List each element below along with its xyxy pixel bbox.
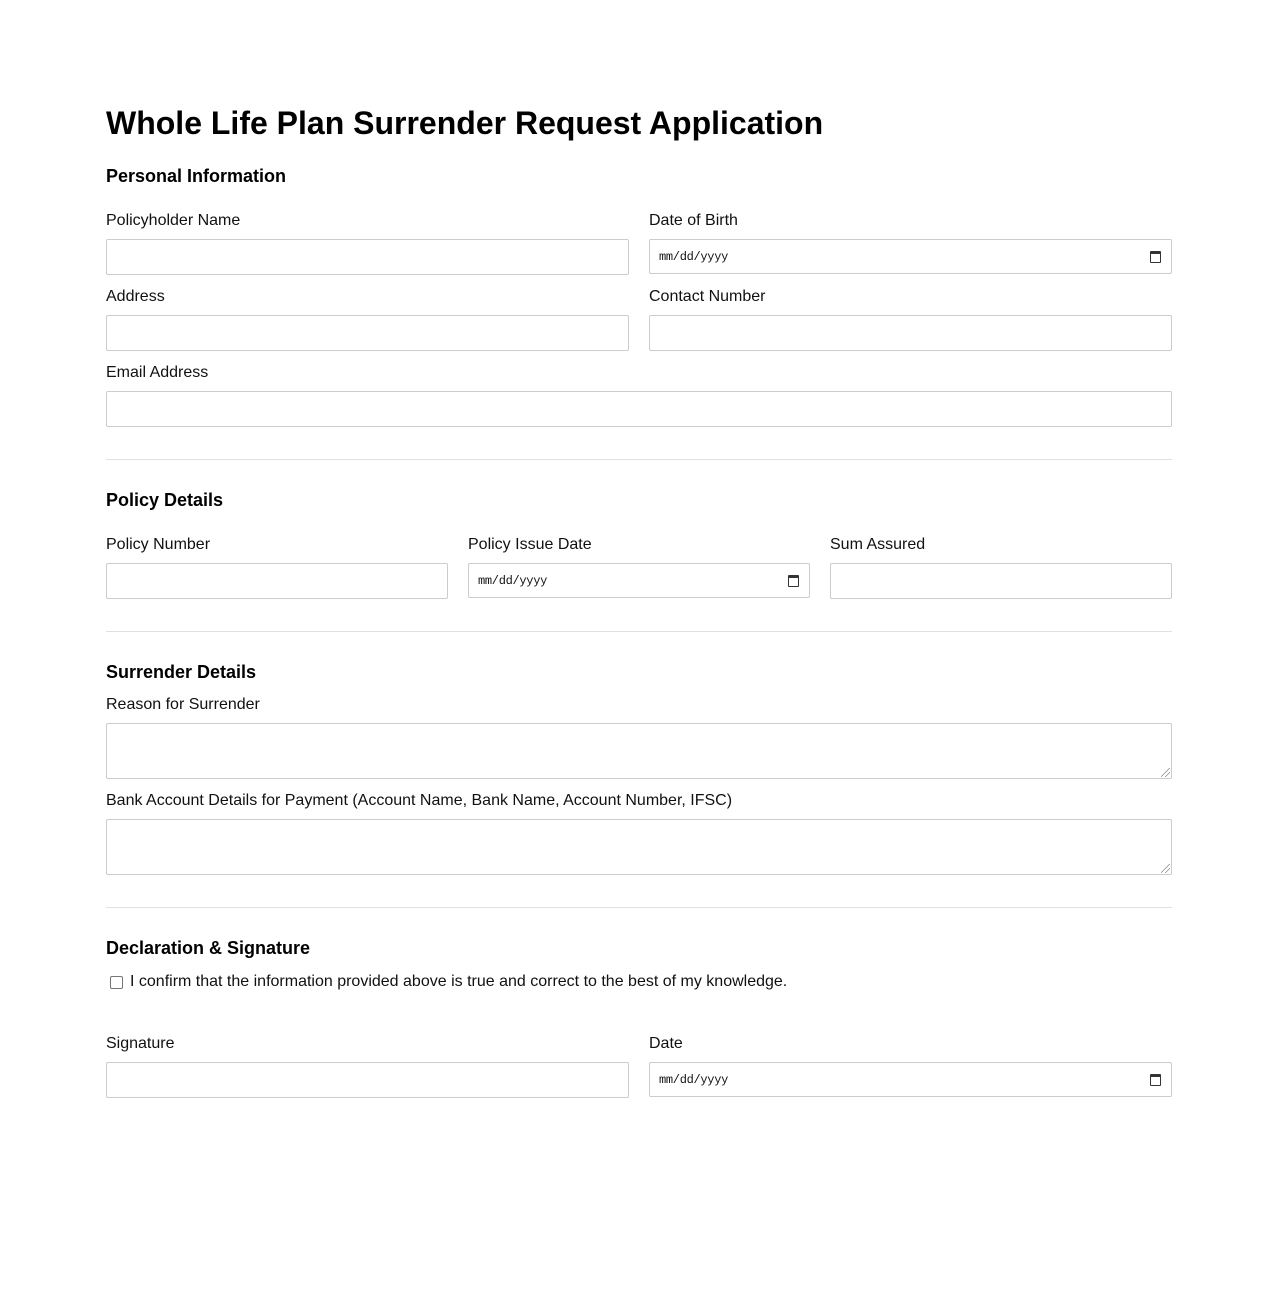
signature-input[interactable]	[106, 1062, 629, 1098]
address-label: Address	[106, 288, 165, 305]
policy-number-input[interactable]	[106, 563, 448, 599]
policy-issue-date-placeholder: mm/dd/yyyy	[478, 573, 548, 588]
resize-grip-icon[interactable]	[1161, 768, 1170, 777]
bank-account-details-textarea[interactable]	[106, 819, 1172, 875]
field-reason-for-surrender	[106, 696, 1172, 779]
field-address	[106, 288, 629, 351]
section-title-declaration-signature: Declaration & Signature	[106, 938, 311, 958]
reason-for-surrender-label: Reason for Surrender	[106, 696, 260, 713]
section-title-surrender-details: Surrender Details	[106, 662, 257, 682]
email-address-input[interactable]	[106, 391, 1172, 427]
field-policy-issue-date	[468, 536, 810, 599]
field-contact-number	[649, 288, 1172, 351]
section-divider	[106, 459, 1172, 460]
calendar-icon[interactable]	[1150, 1074, 1161, 1086]
reason-for-surrender-textarea[interactable]	[106, 723, 1172, 779]
address-input[interactable]	[106, 315, 629, 351]
date-of-birth-placeholder: mm/dd/yyyy	[659, 249, 729, 264]
field-date-of-birth	[649, 212, 1172, 275]
policyholder-name-input[interactable]	[106, 239, 629, 275]
section-title-personal-information: Personal Information	[106, 166, 287, 186]
calendar-icon[interactable]	[788, 575, 799, 587]
policy-number-label: Policy Number	[106, 536, 211, 553]
policyholder-name-label: Policyholder Name	[106, 212, 241, 229]
section-title-policy-details: Policy Details	[106, 490, 224, 510]
bank-account-details-label: Bank Account Details for Payment (Account Name, Bank Name, Account Number, IFSC)	[106, 792, 733, 809]
section-divider	[106, 907, 1172, 908]
date-of-birth-label: Date of Birth	[649, 212, 738, 229]
policy-issue-date-label: Policy Issue Date	[468, 536, 592, 553]
policy-issue-date-input[interactable]	[468, 563, 810, 598]
calendar-icon[interactable]	[1150, 251, 1161, 263]
field-policyholder-name	[106, 212, 629, 275]
field-email-address	[106, 364, 1172, 427]
confirm-declaration-label[interactable]: I confirm that the information provided above is true and correct to the best of my knowledge.	[130, 973, 788, 990]
contact-number-input[interactable]	[649, 315, 1172, 351]
date-label: Date	[649, 1035, 683, 1052]
section-divider	[106, 631, 1172, 632]
sum-assured-input[interactable]	[830, 563, 1172, 599]
date-input[interactable]	[649, 1062, 1172, 1097]
resize-grip-icon[interactable]	[1161, 864, 1170, 873]
email-address-label: Email Address	[106, 364, 209, 381]
confirm-declaration-checkbox[interactable]	[110, 976, 123, 989]
field-policy-number	[106, 536, 448, 599]
date-of-birth-input[interactable]	[649, 239, 1172, 274]
signature-label: Signature	[106, 1035, 175, 1052]
field-date	[649, 1035, 1172, 1098]
field-bank-account-details	[106, 792, 1172, 875]
contact-number-label: Contact Number	[649, 288, 766, 305]
sum-assured-label: Sum Assured	[830, 536, 926, 553]
field-signature	[106, 1035, 629, 1098]
field-sum-assured	[830, 536, 1172, 599]
confirm-declaration-row[interactable]	[110, 973, 787, 991]
page-title: Whole Life Plan Surrender Request Application	[106, 105, 824, 141]
date-placeholder: mm/dd/yyyy	[659, 1072, 729, 1087]
